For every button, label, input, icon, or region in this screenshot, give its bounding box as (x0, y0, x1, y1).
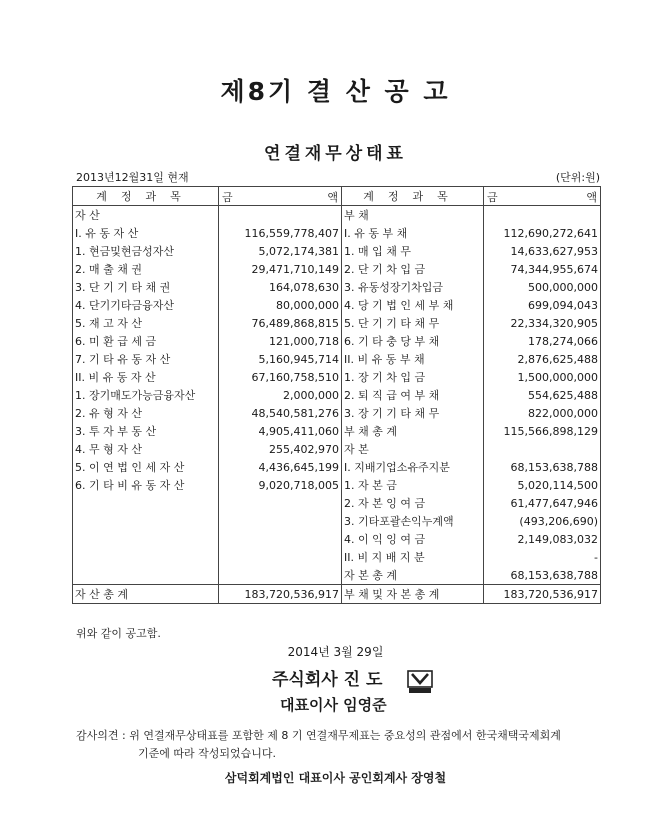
right-amount: 115,566,898,129 (484, 422, 601, 440)
right-account: 부 채 (342, 206, 484, 225)
left-account (73, 548, 219, 566)
right-account: 4. 이 익 잉 여 금 (342, 530, 484, 548)
table-row (73, 386, 601, 404)
left-account: 자 산 총 계 (73, 585, 219, 604)
balance-sheet-table (72, 186, 601, 604)
left-account: 6. 미 환 급 세 금 (73, 332, 219, 350)
table-row (73, 278, 601, 296)
left-account (73, 512, 219, 530)
right-account: 3. 장 기 기 타 채 무 (342, 404, 484, 422)
header-account-right: 계정과목 (342, 187, 484, 206)
table-row (73, 404, 601, 422)
left-amount: 67,160,758,510 (219, 368, 342, 386)
right-amount: 822,000,000 (484, 404, 601, 422)
left-amount: 4,436,645,199 (219, 458, 342, 476)
left-amount: 255,402,970 (219, 440, 342, 458)
table-row (73, 206, 601, 225)
right-account: I. 지배기업소유주지분 (342, 458, 484, 476)
right-account: 3. 유동성장기차입금 (342, 278, 484, 296)
left-account: 1. 장기매도가능금융자산 (73, 386, 219, 404)
left-amount: 5,160,945,714 (219, 350, 342, 368)
table-row (73, 458, 601, 476)
right-account: 2. 퇴 직 급 여 부 채 (342, 386, 484, 404)
table-row (73, 260, 601, 278)
right-amount: 500,000,000 (484, 278, 601, 296)
left-amount (219, 512, 342, 530)
left-amount: 121,000,718 (219, 332, 342, 350)
right-amount: 61,477,647,946 (484, 494, 601, 512)
right-account: 2. 단 기 차 입 금 (342, 260, 484, 278)
right-account: 4. 당 기 법 인 세 부 채 (342, 296, 484, 314)
left-amount: 29,471,710,149 (219, 260, 342, 278)
right-account: 3. 기타포괄손익누계액 (342, 512, 484, 530)
left-account: 자 산 (73, 206, 219, 225)
right-account: 6. 기 타 충 당 부 채 (342, 332, 484, 350)
table-row (73, 512, 601, 530)
table-row (73, 332, 601, 350)
header-account-left: 계정과목 (73, 187, 219, 206)
right-amount: 14,633,627,953 (484, 242, 601, 260)
right-amount: 178,274,066 (484, 332, 601, 350)
left-amount (219, 566, 342, 585)
right-amount: 2,876,625,488 (484, 350, 601, 368)
table-row (73, 440, 601, 458)
left-amount: 48,540,581,276 (219, 404, 342, 422)
company-logo-icon (407, 670, 433, 694)
left-account: 2. 매 출 채 권 (73, 260, 219, 278)
right-amount: 112,690,272,641 (484, 224, 601, 242)
audit-opinion-line2: 기준에 따라 작성되었습니다. (138, 747, 277, 760)
left-amount: 2,000,000 (219, 386, 342, 404)
left-account (73, 530, 219, 548)
left-amount: 9,020,718,005 (219, 476, 342, 494)
left-amount (219, 530, 342, 548)
left-account: I. 유 동 자 산 (73, 224, 219, 242)
company-name: 주식회사 진 도 (272, 670, 383, 690)
table-row (73, 224, 601, 242)
table-row (73, 314, 601, 332)
statement-title: 연결재무상태표 (264, 144, 407, 164)
table-row (73, 242, 601, 260)
right-amount: - (484, 548, 601, 566)
right-amount: (493,206,690) (484, 512, 601, 530)
left-account (73, 494, 219, 512)
right-amount: 1,500,000,000 (484, 368, 601, 386)
right-account: 부 채 및 자 본 총 계 (342, 585, 484, 604)
right-amount: 68,153,638,788 (484, 566, 601, 585)
table-row (73, 530, 601, 548)
as-of-date: 2013년12월31일 현재 (76, 171, 189, 184)
table-row (73, 494, 601, 512)
table-header-row (73, 187, 601, 206)
right-account: II. 비 유 동 부 채 (342, 350, 484, 368)
currency-unit: (단위:원) (555, 171, 600, 184)
right-account: II. 비 지 배 지 분 (342, 548, 484, 566)
table-row (73, 585, 601, 604)
left-account: 3. 투 자 부 동 산 (73, 422, 219, 440)
left-amount: 80,000,000 (219, 296, 342, 314)
right-account: 2. 자 본 잉 여 금 (342, 494, 484, 512)
left-amount: 4,905,411,060 (219, 422, 342, 440)
left-amount: 164,078,630 (219, 278, 342, 296)
right-account: 1. 매 입 채 무 (342, 242, 484, 260)
left-amount: 183,720,536,917 (219, 585, 342, 604)
table-row (73, 548, 601, 566)
right-amount: 699,094,043 (484, 296, 601, 314)
left-account: 2. 유 형 자 산 (73, 404, 219, 422)
right-account: 부 채 총 계 (342, 422, 484, 440)
left-account: 7. 기 타 유 동 자 산 (73, 350, 219, 368)
announcement-date: 2014년 3월 29일 (287, 645, 384, 659)
right-amount: 5,020,114,500 (484, 476, 601, 494)
left-account: 6. 기 타 비 유 동 자 산 (73, 476, 219, 494)
table-row (73, 566, 601, 585)
right-amount (484, 440, 601, 458)
right-account: 1. 자 본 금 (342, 476, 484, 494)
right-amount: 22,334,320,905 (484, 314, 601, 332)
left-amount (219, 206, 342, 225)
header-amount-right-char2: 액 (586, 191, 597, 204)
left-amount: 5,072,174,381 (219, 242, 342, 260)
announcement-note: 위와 같이 공고함. (76, 627, 161, 640)
table-row (73, 476, 601, 494)
header-amount-left (219, 187, 342, 206)
left-account: 3. 단 기 기 타 채 권 (73, 278, 219, 296)
right-amount: 183,720,536,917 (484, 585, 601, 604)
left-amount (219, 494, 342, 512)
ceo-name: 대표이사 임영준 (280, 696, 387, 714)
right-amount (484, 206, 601, 225)
header-amount-right (484, 187, 601, 206)
header-amount-left-char1: 금 (222, 191, 233, 204)
left-amount (219, 548, 342, 566)
audit-opinion-line1: 감사의견 : 위 연결재무상태표를 포함한 제 8 기 연결재무제표는 중요성의 관점에서 한국채택국제회계 (76, 729, 561, 742)
left-amount: 116,559,778,407 (219, 224, 342, 242)
right-amount: 554,625,488 (484, 386, 601, 404)
table-row (73, 296, 601, 314)
auditor-signature: 삼덕회계법인 대표이사 공인회계사 장영철 (224, 771, 447, 785)
right-account: I. 유 동 부 채 (342, 224, 484, 242)
left-account (73, 566, 219, 585)
notice-title: 제8기 결 산 공 고 (220, 77, 451, 106)
left-account: 4. 무 형 자 산 (73, 440, 219, 458)
left-account: 5. 이 연 법 인 세 자 산 (73, 458, 219, 476)
header-amount-left-char2: 액 (327, 191, 338, 204)
right-account: 5. 단 기 기 타 채 무 (342, 314, 484, 332)
right-account: 1. 장 기 차 입 금 (342, 368, 484, 386)
left-account: 5. 재 고 자 산 (73, 314, 219, 332)
table-row (73, 350, 601, 368)
header-amount-right-char1: 금 (487, 191, 498, 204)
right-amount: 2,149,083,032 (484, 530, 601, 548)
left-amount: 76,489,868,815 (219, 314, 342, 332)
right-account: 자 본 총 계 (342, 566, 484, 585)
left-account: 4. 단기기타금융자산 (73, 296, 219, 314)
table-row (73, 368, 601, 386)
right-account: 자 본 (342, 440, 484, 458)
left-account: 1. 현금및현금성자산 (73, 242, 219, 260)
left-account: II. 비 유 동 자 산 (73, 368, 219, 386)
right-amount: 74,344,955,674 (484, 260, 601, 278)
right-amount: 68,153,638,788 (484, 458, 601, 476)
table-row (73, 422, 601, 440)
